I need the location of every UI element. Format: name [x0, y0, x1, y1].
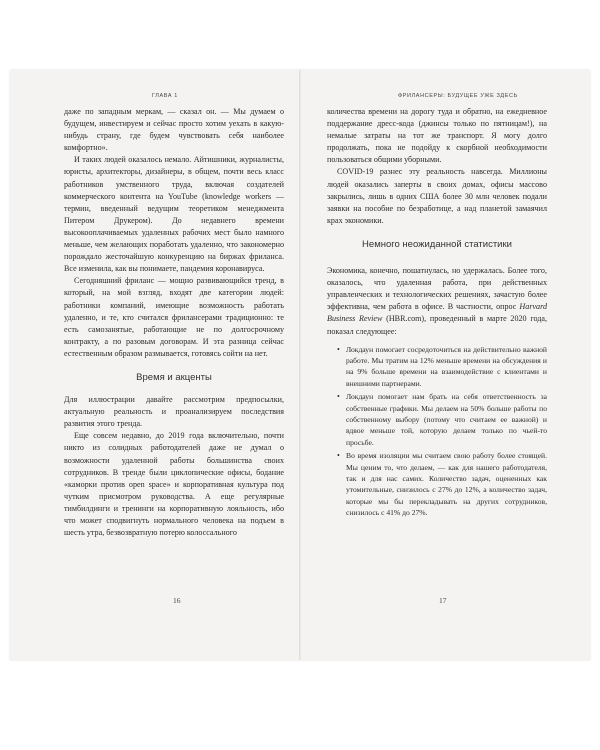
- list-item: • Локдаун помогает сосредоточиться на действительно важной работе. Мы тратим на 12% меньше времени на обсуждения и на 9% больше времени на взаимодействие с клиентами и внешними партнерами.: [337, 344, 547, 390]
- paragraph: И таких людей оказалось немало. Айтишники, журналисты, юристы, архитекторы, дизайнеры, в общем, почти весь класс работников умственного труда, включая создателей коммерческого контента на YouTube (knowledge workers — термин, введенный ведущим теоретиком менеджмента Питером Друкером). До недавнего времени высокооплачиваемых удаленных рабочих мест было намного меньше, чем желающих поработать удаленно, что закономерно порождало жесточайшую конкуренцию на биржах фриланса. Все изменила, как вы понимаете, пандемия коронавируса.: [64, 155, 284, 274]
- intro-text: Экономика, конечно, пошатнулась, но удержалась. Более того, оказалось, что удаленная работа, при действенных управленческих и технологических решениях, зачастую более эффективна, чем работа в офисе. В частности, опрос: [327, 266, 547, 312]
- section-heading-statistics: Немного неожиданной статистики: [362, 238, 512, 250]
- right-page-text: [327, 106, 547, 521]
- bullet-list: [327, 344, 547, 519]
- list-item: • Во время изоляции мы считаем свою работу более стоящей. Мы ценим то, что делаем, — как для нашего работодателя, так и для нас самих. Количество задач, оцененных как утомительные, снизилось с 27% до 12%, а количество задач, которые мы бы перекладывать на других сотрудников, снизилось с 41% до 27%.: [337, 450, 547, 518]
- left-page-number: 16: [173, 596, 181, 605]
- paragraph: COVID-19 разнес эту реальность навсегда. Миллионы людей оказались заперты в своих домах, офисы массово закрылись, лишь в одних США более 30 млн человек подали заявки на пособие по безработице, а над планетой замаячил крах экономики.: [327, 167, 547, 225]
- paragraph: Для иллюстрации давайте рассмотрим предпосылки, актуальную реальность и проанализируем последствия развития этого тренда.: [64, 395, 284, 429]
- paragraph: даже по западным меркам, — сказал он. — Мы думаем о будущем, инвестируем и сейчас просто хотим уехать в какую-нибудь страну, где будем чувствовать себя наиболее комфортно».: [64, 107, 284, 153]
- paragraph: количества времени на дорогу туда и обратно, на ежедневное поддержание дресс-кода (джинсы только по пятницам!), на немалые затраты на тот же транспорт. Я могу долго продолжать, пока не подойду к скорбной необходимости пользоваться общими уборными.: [327, 107, 547, 165]
- right-running-head: ФРИЛАНСЕРЫ: БУДУЩЕЕ УЖЕ ЗДЕСЬ: [398, 93, 518, 99]
- intro-italic-source: Harvard Business Review: [327, 302, 547, 324]
- left-page-text: [64, 106, 284, 539]
- list-item: • Локдаун помогает нам брать на себя ответственность за собственные графики. Мы делаем на 50% больше работы по собственному выбору (потому что считаем ее важной) и вдвое меньше той, которую делаем только по чьей-то просьбе.: [337, 391, 547, 448]
- right-page-number: 17: [439, 596, 447, 605]
- intro-text-end: (HBR.com), проведенный в марте 2020 года, показал следующее:: [327, 314, 547, 336]
- section-heading-time-and-accents: Время и акценты: [136, 371, 212, 383]
- book-gutter: [299, 70, 301, 660]
- paragraph-intro: [327, 265, 547, 338]
- left-running-head: ГЛАВА 1: [152, 93, 178, 99]
- paragraph: Сегодняшний фриланс — мощно развивающийся тренд, в который, на мой взгляд, входят две категории людей: работники компаний, имеющие возможность работать удаленно, и те, кто считался фрилансерами традиционно: те есть самозанятые, работающие не по долгосрочному контракту, а по разовым договорам. И эта разница сейчас естественным образом размывается, готовясь сойти на нет.: [64, 276, 284, 358]
- paragraph: Еще совсем недавно, до 2019 года включительно, почти никто из солидных работодателей даже не думал о возможности удаленной работы большинства своих сотрудников. В тренде были циклопические офисы, бодание «каморки против open space» и корпоративная культура под чутким присмотром руководства. А еще регулярные тимбилдинги и тренинги на корпоративную лояльность, ибо что может сподвигнуть нормального человека на подъем в шесть утра, безвозвратную потерю колоссального: [64, 431, 284, 538]
